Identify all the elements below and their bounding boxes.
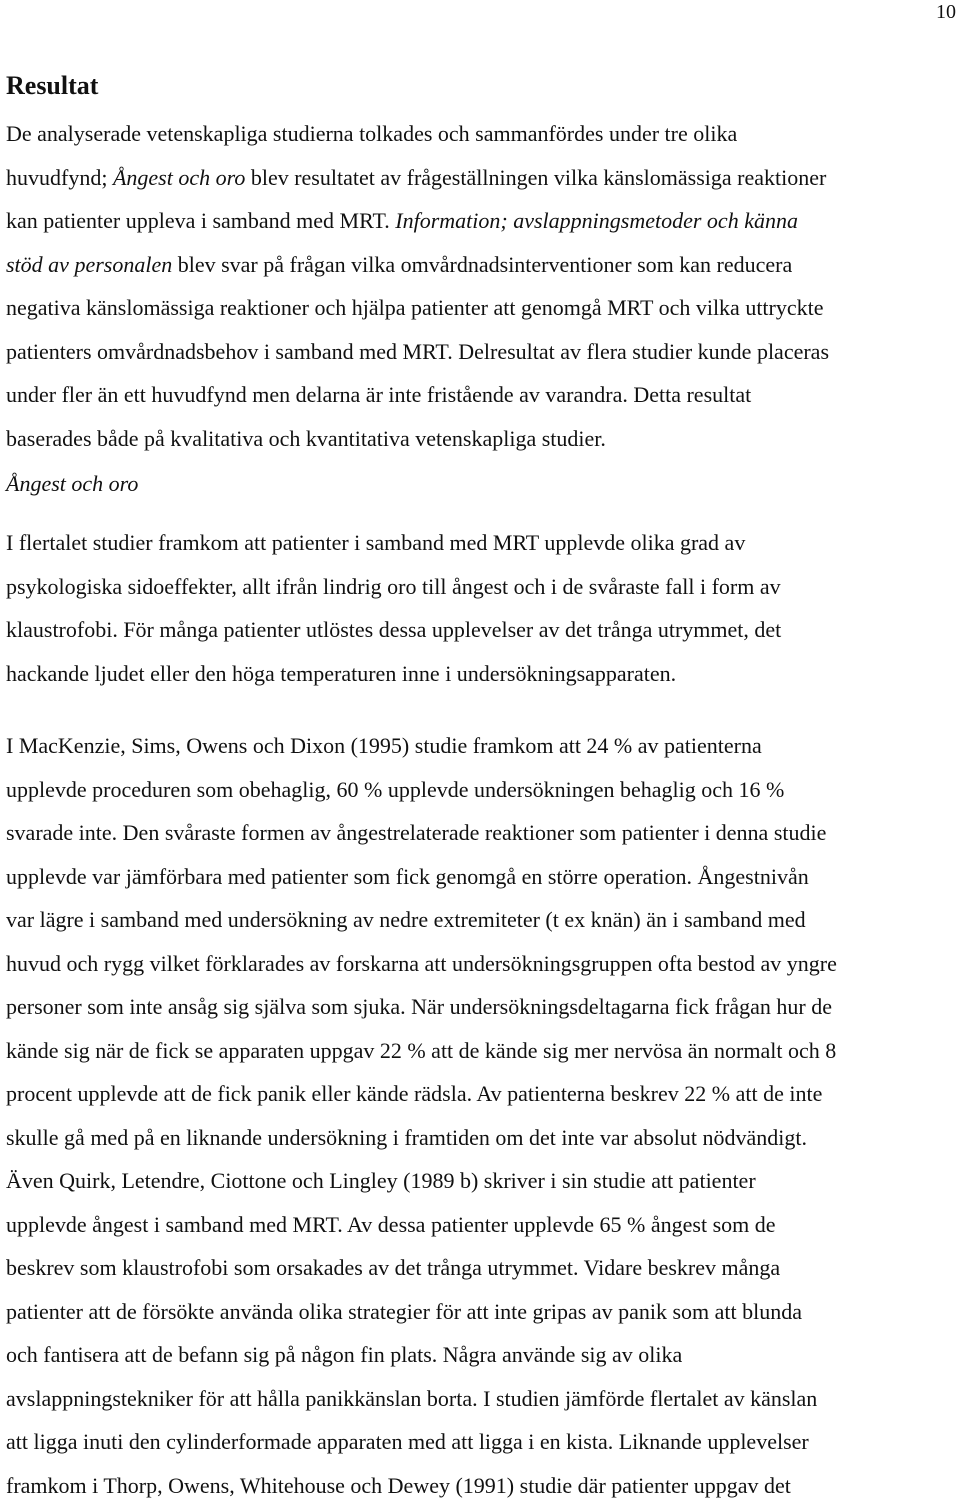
italic-term: stöd av personalen: [6, 252, 172, 277]
text-line: baserades både på kvalitativa och kvantitativa vetenskapliga studier.: [6, 417, 956, 461]
text-line: under fler än ett huvudfynd men delarna är inte fristående av varandra. Detta resultat: [6, 373, 956, 417]
text-line: [6, 199, 956, 243]
text-span: kan patienter uppleva i samband med MRT.: [6, 208, 395, 233]
text-line: upplevde var jämförbara med patienter som fick genomgå en större operation. Ångestnivån: [6, 855, 956, 899]
italic-term: Information; avslappningsmetoder och känna: [395, 208, 798, 233]
text-line: upplevde ångest i samband med MRT. Av dessa patienter upplevde 65 % ångest som de: [6, 1203, 956, 1247]
page-number: 10: [936, 0, 956, 24]
text-line: hackande ljudet eller den höga temperaturen inne i undersökningsapparaten.: [6, 652, 956, 696]
text-line: psykologiska sidoeffekter, allt ifrån lindrig oro till ångest och i de svåraste fall i form av: [6, 565, 956, 609]
text-line: I flertalet studier framkom att patienter i samband med MRT upplevde olika grad av: [6, 521, 956, 565]
text-line: var lägre i samband med undersökning av nedre extremiteter (t ex knän) än i samband med: [6, 898, 956, 942]
text-line: [6, 243, 956, 287]
text-span: blev resultatet av frågeställningen vilka känslomässiga reaktioner: [245, 165, 826, 190]
text-line: framkom i Thorp, Owens, Whitehouse och Dewey (1991) studie där patienter uppgav det: [6, 1464, 956, 1507]
text-line: I MacKenzie, Sims, Owens och Dixon (1995) studie framkom att 24 % av patienterna: [6, 724, 956, 768]
text-line: upplevde proceduren som obehaglig, 60 % upplevde undersökningen behaglig och 16 %: [6, 768, 956, 812]
text-span: blev svar på frågan vilka omvårdnadsinterventioner som kan reducera: [172, 252, 792, 277]
intro-paragraph: [6, 112, 956, 460]
text-line: beskrev som klaustrofobi som orsakades av det trånga utrymmet. Vidare beskrev många: [6, 1246, 956, 1290]
text-line: negativa känslomässiga reaktioner och hjälpa patienter att genomgå MRT och vilka uttryckte: [6, 286, 956, 330]
text-line: huvud och rygg vilket förklarades av forskarna att undersökningsgruppen ofta bestod av yngre: [6, 942, 956, 986]
text-line: patienters omvårdnadsbehov i samband med MRT. Delresultat av flera studier kunde placeras: [6, 330, 956, 374]
text-line: [6, 156, 956, 200]
text-line: kände sig när de fick se apparaten uppgav 22 % att de kände sig mer nervösa än normalt och 8: [6, 1029, 956, 1073]
text-line: procent upplevde att de fick panik eller kände rädsla. Av patienterna beskrev 22 % att de inte: [6, 1072, 956, 1116]
text-line: personer som inte ansåg sig själva som sjuka. När undersökningsdeltagarna fick frågan hur de: [6, 985, 956, 1029]
text-line: Även Quirk, Letendre, Ciottone och Lingley (1989 b) skriver i sin studie att patienter: [6, 1159, 956, 1203]
text-span: huvudfynd;: [6, 165, 113, 190]
text-line: avslappningstekniker för att hålla panikkänslan borta. I studien jämförde flertalet av känslan: [6, 1377, 956, 1421]
text-line: och fantisera att de befann sig på någon fin plats. Några använde sig av olika: [6, 1333, 956, 1377]
section-heading: Resultat: [6, 70, 98, 102]
italic-term: Ångest och oro: [113, 165, 245, 190]
text-line: svarade inte. Den svåraste formen av ångestrelaterade reaktioner som patienter i denna studie: [6, 811, 956, 855]
subsection-heading: Ångest och oro: [6, 462, 956, 506]
mackenzie-paragraph: [6, 724, 956, 1507]
text-line: klaustrofobi. För många patienter utlöstes dessa upplevelser av det trånga utrymmet, det: [6, 608, 956, 652]
text-line: att ligga inuti den cylinderformade apparaten med att ligga i en kista. Liknande upplevelser: [6, 1420, 956, 1464]
text-span: De analyserade vetenskapliga studierna tolkades och sammanfördes under tre olika: [6, 121, 737, 146]
text-line: [6, 112, 956, 156]
text-line: skulle gå med på en liknande undersökning i framtiden om det inte var absolut nödvändigt.: [6, 1116, 956, 1160]
angest-paragraph: [6, 521, 956, 695]
text-line: patienter att de försökte använda olika strategier för att inte gripas av panik som att blunda: [6, 1290, 956, 1334]
